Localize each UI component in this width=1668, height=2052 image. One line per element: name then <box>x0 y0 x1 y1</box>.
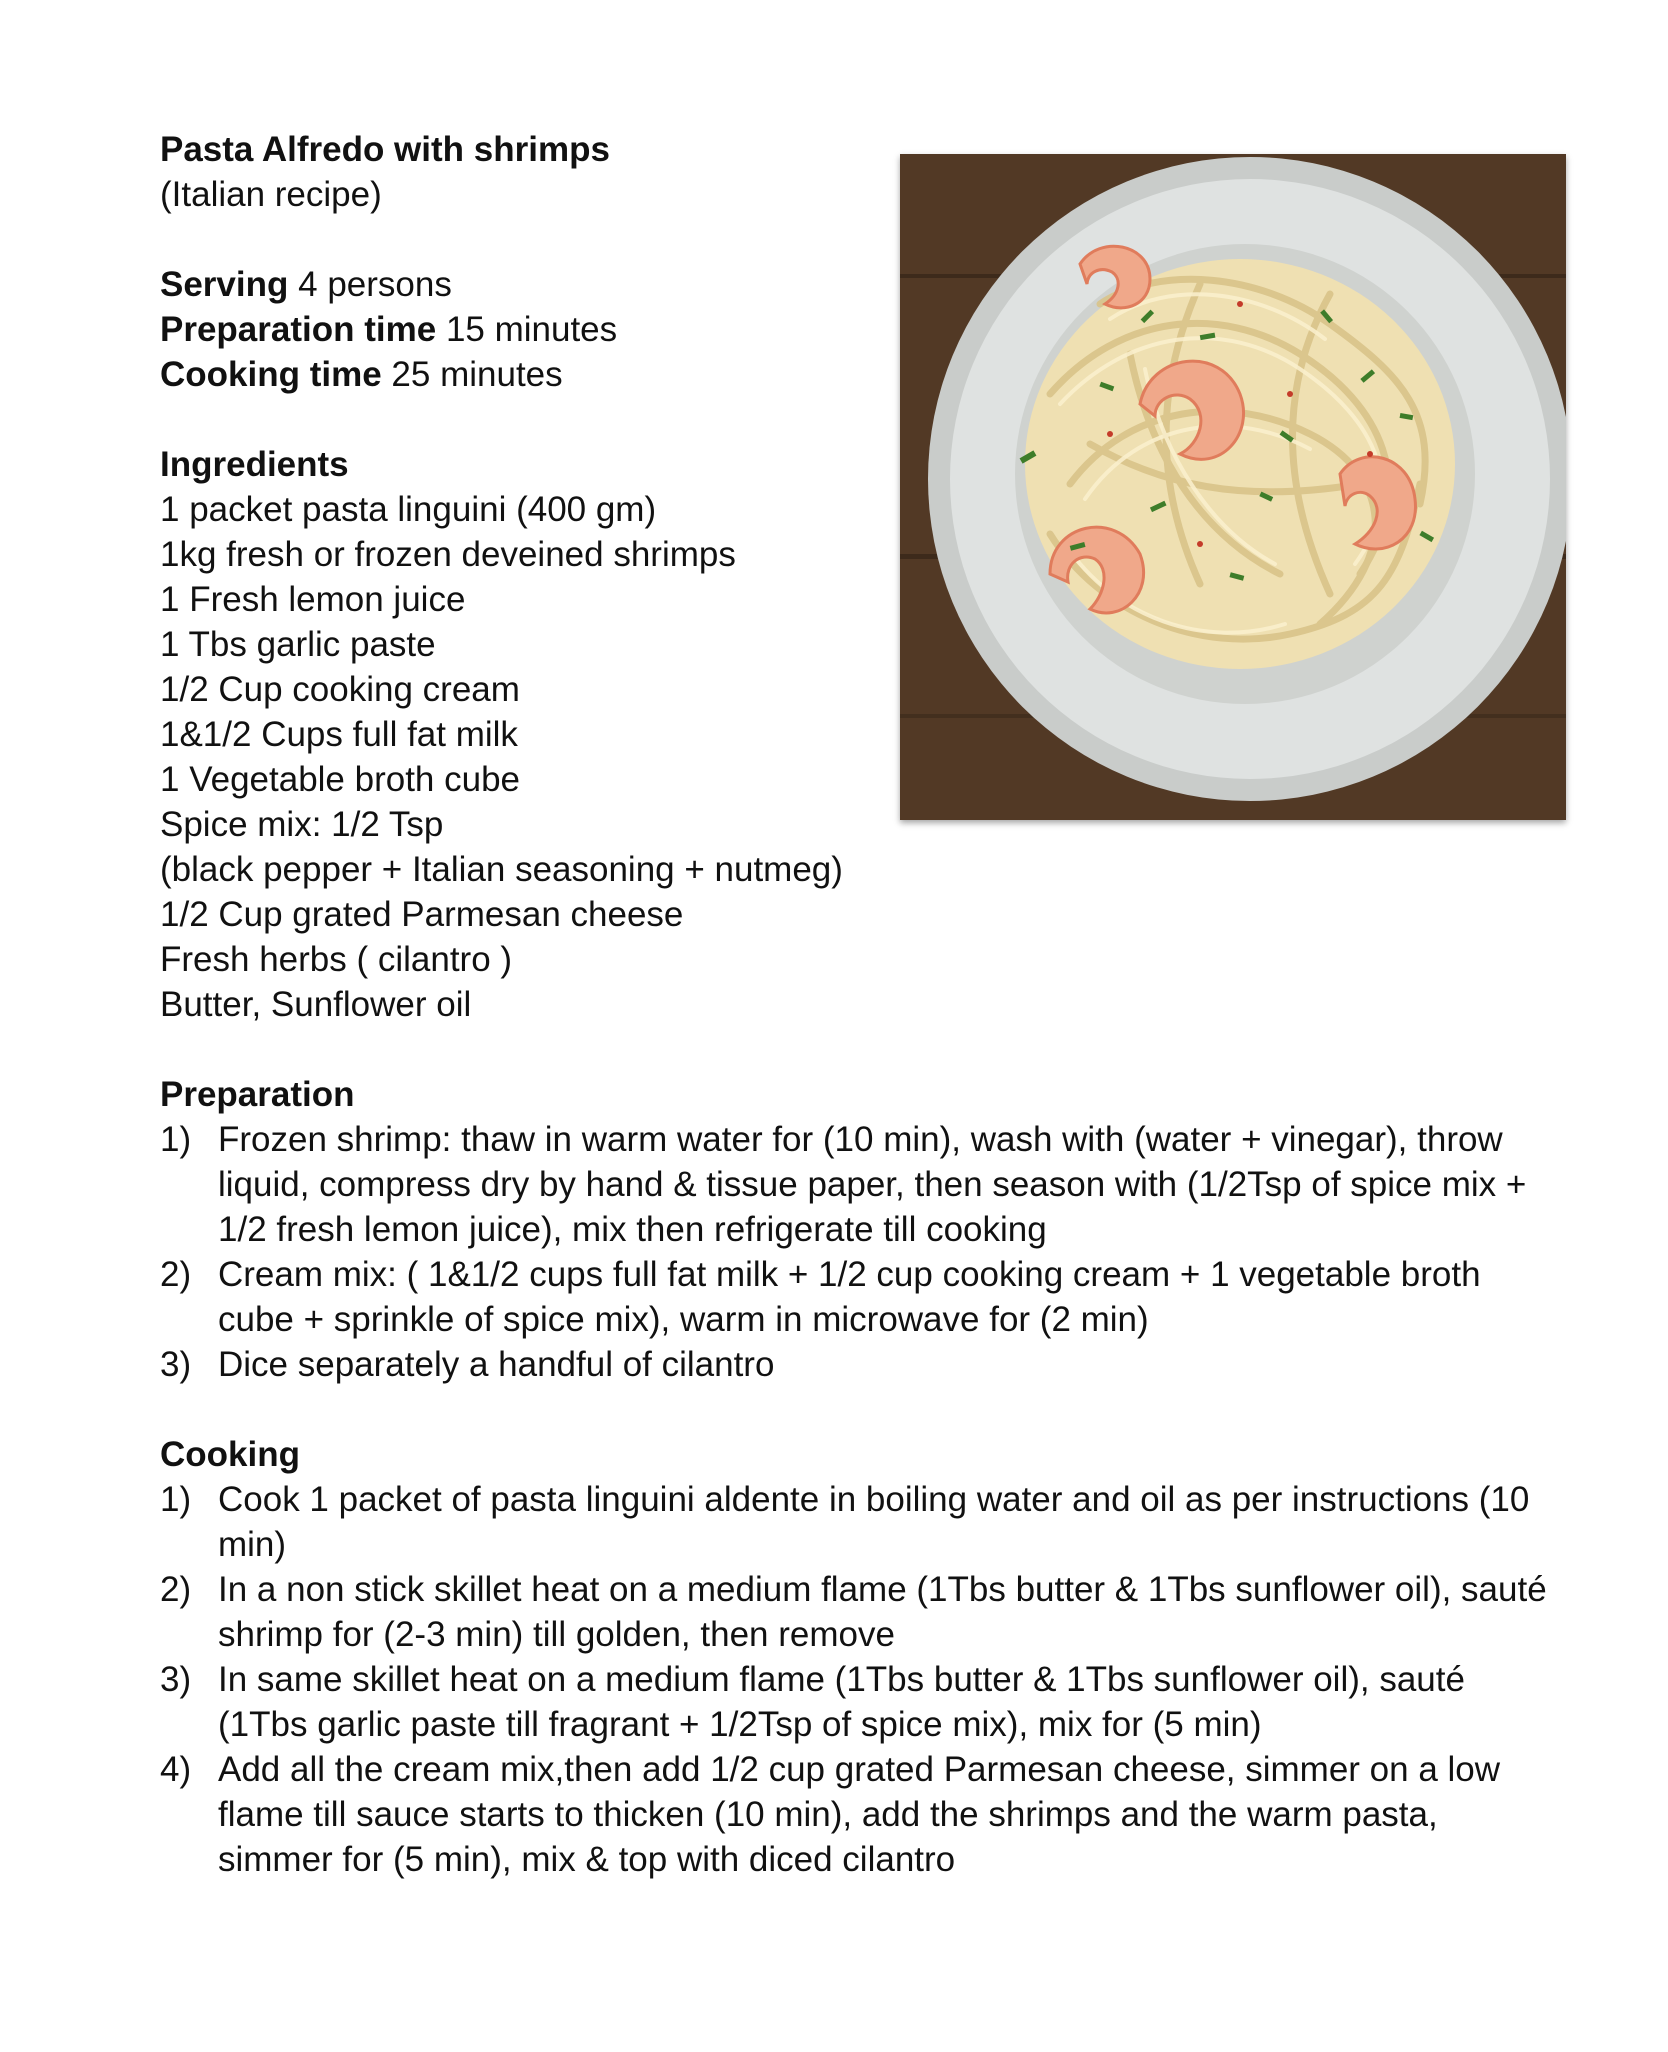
step-text: Cook 1 packet of pasta linguini aldente in boiling water and oil as per instructions (10 min) <box>218 1480 1530 1564</box>
preparation-step <box>160 1342 1548 1387</box>
pasta-dish-photo <box>900 154 1566 820</box>
preparation-heading: Preparation <box>160 1075 355 1114</box>
cooking-step <box>160 1567 1548 1657</box>
ingredient-item: Spice mix: 1/2 Tsp <box>160 805 444 844</box>
ingredient-item: 1 Tbs garlic paste <box>160 625 436 664</box>
ingredient-item: (black pepper + Italian seasoning + nutmeg) <box>160 850 843 889</box>
step-number: 3) <box>160 1660 192 1699</box>
step-number: 3) <box>160 1345 192 1384</box>
preparation-step <box>160 1252 1548 1342</box>
ingredient-item: 1 Vegetable broth cube <box>160 760 521 799</box>
ingredient-item: 1/2 Cup grated Parmesan cheese <box>160 895 684 934</box>
step-text: In same skillet heat on a medium flame (1Tbs butter & 1Tbs sunflower oil), sauté (1Tbs garlic paste till fragrant + 1/2Tsp of spice mix), mix for (5 min) <box>218 1660 1465 1744</box>
ingredients-heading: Ingredients <box>160 445 349 484</box>
cooking-step <box>160 1657 1548 1747</box>
cooking-heading: Cooking <box>160 1435 300 1474</box>
preparation-step <box>160 1117 1548 1252</box>
step-text: Add all the cream mix,then add 1/2 cup grated Parmesan cheese, simmer on a low flame till sauce starts to thicken (10 min), add the shrimps and the warm pasta, simmer for (5 min), mix & top with diced cilantro <box>218 1750 1501 1879</box>
step-number: 2) <box>160 1255 192 1294</box>
ingredient-item: 1kg fresh or frozen deveined shrimps <box>160 535 736 574</box>
ingredient-item: 1&1/2 Cups full fat milk <box>160 715 518 754</box>
step-text: Frozen shrimp: thaw in warm water for (10 min), wash with (water + vinegar), throw liquid, compress dry by hand & tissue paper, then season with (1/2Tsp of spice mix + 1/2 fresh lemon juice), mix then refrigerate till cooking <box>218 1120 1527 1249</box>
pasta-dish-illustration <box>900 154 1566 820</box>
prep-time-value: 15 minutes <box>445 310 618 349</box>
cooking-step <box>160 1477 1548 1567</box>
recipe-subtitle: (Italian recipe) <box>160 175 382 214</box>
serving-label: Serving <box>160 265 289 304</box>
ingredient-item: 1/2 Cup cooking cream <box>160 670 520 709</box>
step-text: Dice separately a handful of cilantro <box>218 1345 775 1384</box>
step-number: 2) <box>160 1570 192 1609</box>
cooking-step <box>160 1747 1548 1882</box>
serving-value: 4 persons <box>298 265 452 304</box>
prep-time-label: Preparation time <box>160 310 437 349</box>
cooking-steps <box>160 1477 1547 1882</box>
step-number: 1) <box>160 1120 192 1159</box>
ingredient-item: 1 packet pasta linguini (400 gm) <box>160 490 657 529</box>
recipe-title: Pasta Alfredo with shrimps <box>160 130 610 169</box>
ingredient-item: Fresh herbs ( cilantro ) <box>160 940 513 979</box>
ingredient-item: Butter, Sunflower oil <box>160 985 472 1024</box>
step-text: Cream mix: ( 1&1/2 cups full fat milk + 1/2 cup cooking cream + 1 vegetable broth cube + sprinkle of spice mix), warm in microwave for (2 min) <box>218 1255 1481 1339</box>
step-number: 4) <box>160 1750 192 1789</box>
cook-time-label: Cooking time <box>160 355 382 394</box>
ingredient-item: 1 Fresh lemon juice <box>160 580 466 619</box>
preparation-steps <box>160 1117 1527 1387</box>
cook-time-value: 25 minutes <box>391 355 563 394</box>
step-text: In a non stick skillet heat on a medium flame (1Tbs butter & 1Tbs sunflower oil), sauté shrimp for (2-3 min) till golden, then remove <box>218 1570 1547 1654</box>
step-number: 1) <box>160 1480 192 1519</box>
